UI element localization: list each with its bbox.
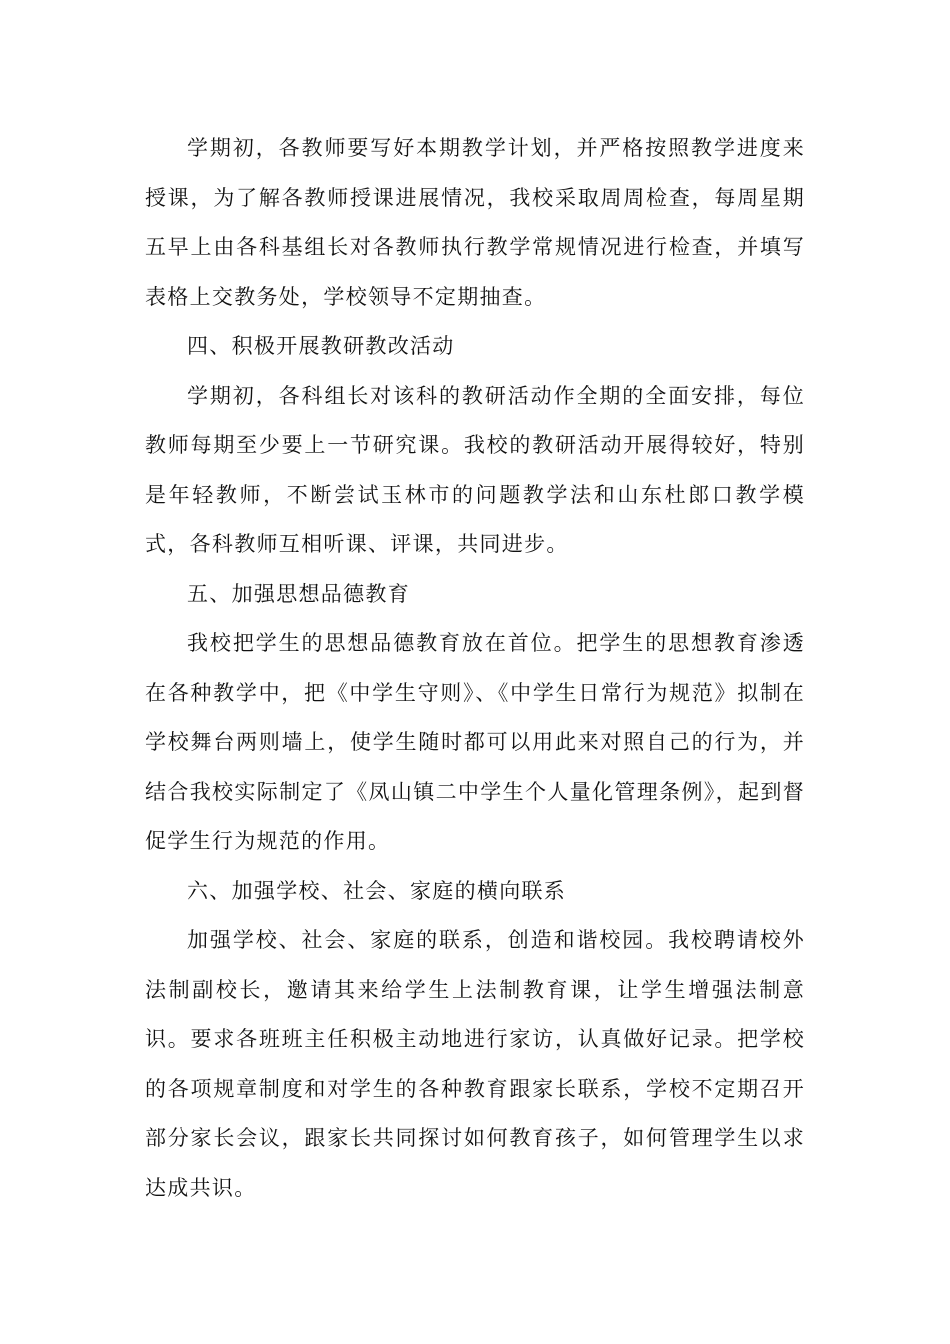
document-page: [145, 124, 805, 1213]
paragraph-moral-education: 我校把学生的思想品德教育放在首位。把学生的思想教育渗透在各种教学中，把《中学生守则》、《中学生日常行为规范》拟制在学校舞台两则墙上，使学生随时都可以用此来对照自己的行为，并结合我校实际制定了《凤山镇二中学生个人量化管理条例》，起到督促学生行为规范的作用。: [145, 631, 805, 853]
paragraph-teaching-plan-check: 学期初，各教师要写好本期教学计划，并严格按照教学进度来授课，为了解各教师授课进展情况，我校采取周周检查，每周星期五早上由各科基组长对各教师执行教学常规情况进行检查，并填写表格上交教务处，学校领导不定期抽查。: [145, 136, 805, 309]
section-heading-5: 五、加强思想品德教育: [187, 581, 410, 606]
section-heading-6: 六、加强学校、社会、家庭的横向联系: [187, 878, 567, 903]
paragraph-teaching-research: 学期初，各科组长对该科的教研活动作全期的全面安排，每位教师每期至少要上一节研究课。我校的教研活动开展得较好，特别是年轻教师，不断尝试玉林市的问题教学法和山东杜郎口教学模式，各科教师互相听课、评课，共同进步。: [145, 383, 805, 556]
section-heading-4: 四、积极开展教研教改活动: [187, 334, 455, 358]
paragraph-school-society-family: 加强学校、社会、家庭的联系，创造和谐校园。我校聘请校外法制副校长，邀请其来给学生上法制教育课，让学生增强法制意识。要求各班班主任积极主动地进行家访，认真做好记录。把学校的各项规章制度和对学生的各种教育跟家长联系，学校不定期召开部分家长会议，跟家长共同探讨如何教育孩子，如何管理学生以求达成共识。: [145, 928, 805, 1200]
